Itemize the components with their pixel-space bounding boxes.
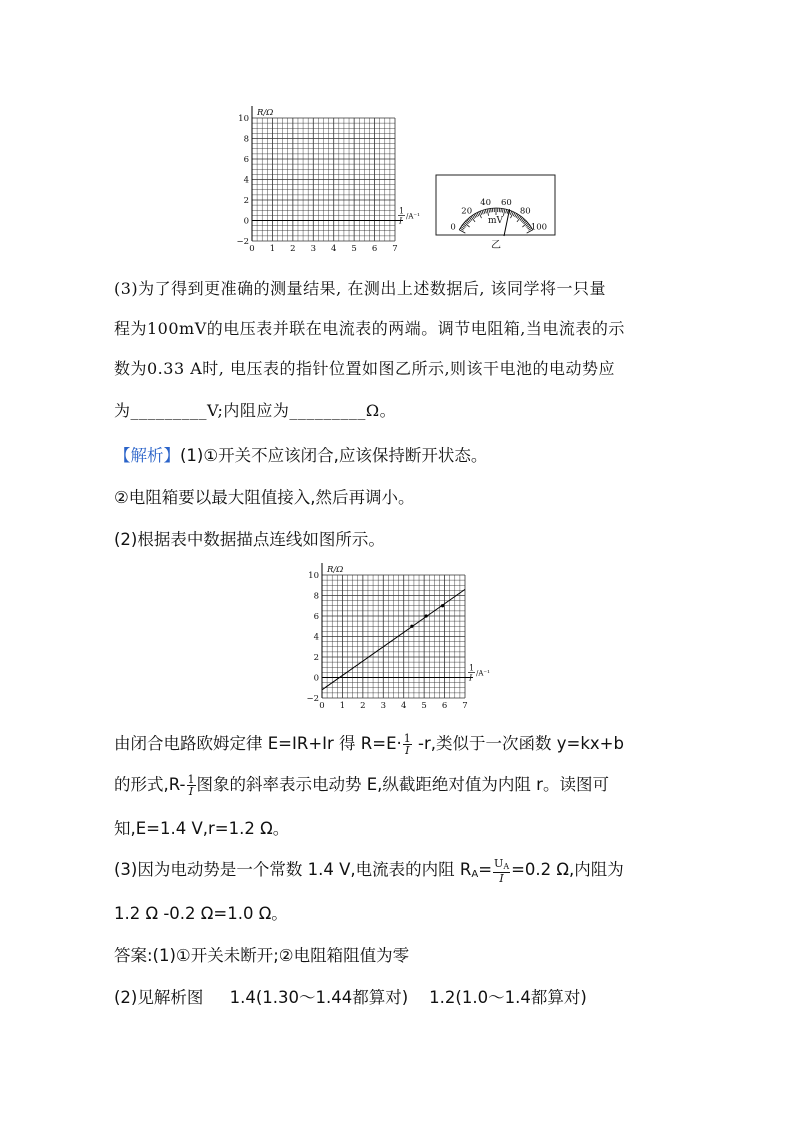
plotted-graph (298, 555, 498, 715)
fraction-1-over-i: $\frac{1}{I}$ (403, 732, 411, 757)
dial-scale-label: 80 (519, 206, 531, 217)
x-axis-label-den: I (469, 673, 473, 683)
fraction-1-over-i-2: $\frac{1}{I}$ (187, 773, 195, 798)
voltmeter-unit: mV (488, 216, 504, 226)
blank-graph (228, 98, 418, 258)
y-tick-label: 10 (308, 571, 319, 581)
dial-tick (515, 213, 517, 216)
dial-scale-label: 100 (530, 222, 548, 233)
dial-tick (480, 211, 482, 215)
dial-scale-label: 60 (500, 198, 512, 209)
x-tick-label: 5 (351, 244, 357, 254)
dial-tick (513, 213, 515, 217)
y-tick-label: −2 (306, 694, 319, 704)
dial-tick (503, 209, 504, 216)
dial-tick (507, 210, 508, 214)
y-tick-label: 0 (243, 216, 249, 227)
dial-tick (491, 208, 492, 212)
dial-tick (510, 211, 512, 215)
x-tick-label: 6 (441, 701, 448, 711)
data-point (425, 614, 428, 617)
x-tick-label: 5 (421, 701, 427, 711)
dial-scale-label: 20 (461, 206, 473, 217)
x-tick-label: 3 (380, 701, 386, 711)
y-axis-label: R/Ω (327, 565, 344, 575)
dial-tick (516, 214, 518, 217)
x-axis-label-unit: /A⁻¹ (406, 212, 420, 221)
y-tick-label: 0 (313, 673, 319, 684)
analysis-p4: 由闭合电路欧姆定律 E=IR+Ir 得 R=E· $\frac{1}{I}$ -r,类似于一次函数 y=kx+b (114, 732, 624, 757)
figure-caption-yi: 乙 (491, 240, 501, 251)
x-tick-label: 4 (331, 244, 337, 254)
y-tick-label: 4 (243, 175, 249, 186)
dial-tick (474, 214, 476, 217)
dial-tick (487, 209, 488, 216)
analysis-p5: 的形式,R- $\frac{1}{I}$ 图象的斜率表示电动势 E,纵截距绝对值为内阻 r。读图可 (114, 773, 609, 798)
analysis-p8: 1.2 Ω -0.2 Ω=1.0 Ω。 (114, 904, 288, 923)
x-tick-label: 2 (360, 701, 366, 711)
x-axis-label-unit: /A⁻¹ (476, 669, 490, 678)
y-tick-label: 8 (313, 591, 319, 602)
question3-line3: 数为0.33 A时, 电压表的指针位置如图乙所示,则该干电池的电动势应 (114, 359, 616, 378)
x-axis-label-num: 1 (399, 206, 405, 216)
dial-scale-label: 0 (450, 222, 456, 233)
analysis-p2: ②电阻箱要以最大阻值接入,然后再调小。 (114, 488, 415, 507)
analysis-p1: 【解析】(1)①开关不应该闭合,应该保持断开状态。 (114, 446, 488, 465)
analysis-p6: 知,E=1.4 V,r=1.2 Ω。 (114, 819, 290, 838)
x-tick-label: 7 (392, 244, 398, 254)
dial-tick (502, 209, 503, 213)
dial-tick (460, 228, 463, 230)
y-tick-label: 8 (243, 134, 249, 145)
x-axis-label-den: I (399, 216, 403, 226)
dial-tick (482, 210, 483, 214)
dial-tick (464, 222, 469, 227)
data-point (410, 625, 413, 628)
y-tick-label: −2 (236, 237, 249, 247)
y-tick-label: 6 (243, 155, 249, 165)
analysis-p3: (2)根据表中数据描点连线如图所示。 (114, 530, 385, 549)
y-tick-label: 2 (313, 653, 319, 663)
x-tick-label: 6 (371, 244, 378, 254)
dial-tick (517, 216, 521, 222)
x-tick-label: 7 (462, 701, 468, 711)
y-tick-label: 6 (313, 612, 319, 622)
y-axis-label: R/Ω (257, 108, 274, 118)
y-tick-label: 4 (313, 632, 319, 643)
fraction-ua-over-i: $\frac{U_A}{I}$ (494, 856, 510, 885)
data-point (441, 604, 444, 607)
analysis-p7: (3)因为电动势是一个常数 1.4 V,电流表的内阻 $R_A=$ $\frac{U_A}{I}$ =0.2 Ω,内阻为 (114, 856, 624, 885)
analysis-tag: 【解析】 (114, 446, 180, 465)
dial-tick (506, 209, 507, 213)
dial-tick (485, 209, 486, 213)
question3-line4: 为_________V;内阻应为_________Ω。 (114, 401, 397, 420)
dial-tick (471, 216, 475, 222)
x-tick-label: 0 (319, 701, 325, 711)
voltmeter-figure (432, 172, 562, 252)
question3-line2: 程为100mV的电压表并联在电流表的两端。调节电阻箱,当电流表的示 (114, 319, 625, 338)
dial-tick (489, 209, 490, 213)
dial-tick (484, 210, 485, 214)
answer-line1: 答案:(1)①开关未断开;②电阻箱阻值为零 (114, 946, 410, 965)
dial-tick (501, 208, 502, 212)
y-tick-label: 10 (238, 114, 249, 124)
x-tick-label: 1 (269, 244, 276, 254)
dial-scale-label: 40 (480, 198, 492, 209)
x-tick-label: 3 (310, 244, 316, 254)
y-tick-label: 2 (243, 196, 249, 206)
x-tick-label: 1 (339, 701, 346, 711)
dial-tick (522, 222, 527, 227)
dial-tick (459, 230, 465, 233)
dial-tick (477, 213, 479, 217)
question3-line1: (3)为了得到更准确的测量结果, 在测出上述数据后, 该同学将一只量 (114, 279, 607, 298)
x-tick-label: 2 (290, 244, 296, 254)
x-tick-label: 4 (401, 701, 407, 711)
dial-needle (504, 209, 510, 236)
x-tick-label: 0 (249, 244, 255, 254)
x-axis-label-num: 1 (469, 663, 475, 673)
dial-tick (475, 213, 477, 216)
answer-line2: (2)见解析图 1.4(1.30～1.44都算对) 1.2(1.0～1.4都算对) (114, 988, 587, 1007)
